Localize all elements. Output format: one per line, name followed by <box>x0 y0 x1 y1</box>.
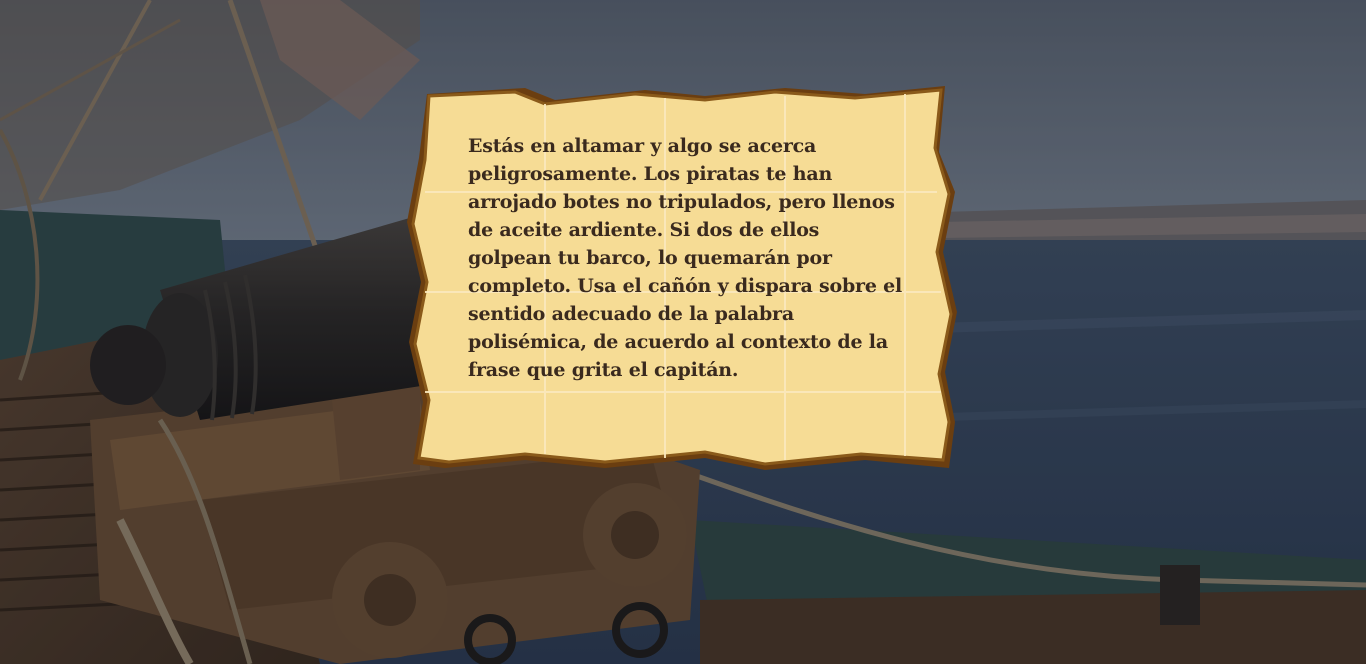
dialog-text: Estás en altamar y algo se acerca peligrosamente. Los piratas te han arrojado botes no tripulados, pero llenos de aceite ardiente. Si dos de ellos golpean tu barco, lo quemarán por completo. Usa el cañón y dispara sobre el sentido adecuado de la palabra polisémica, de acuerdo al contexto de la frase que grita el capitán. <box>468 135 903 381</box>
parchment-dialog <box>405 82 961 474</box>
